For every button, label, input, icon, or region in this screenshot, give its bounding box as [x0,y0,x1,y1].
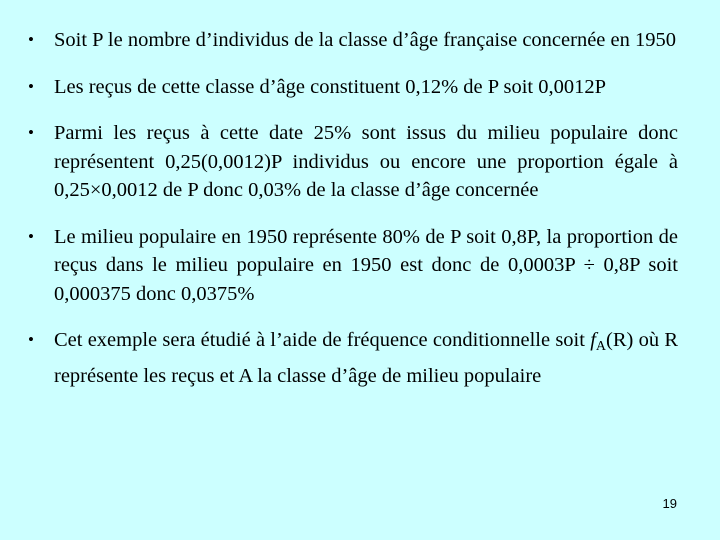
bullet-icon: • [28,226,34,246]
bullet-icon: • [28,123,34,142]
bullet-item-1 [28,26,678,55]
bullet-text-part: (R) où R représente les reçus et A la classe d’âge de milieu populaire [54,329,678,387]
bullet-icon: • [28,330,34,349]
bullet-text [54,329,678,387]
bullet-item-4 [28,223,678,309]
bullet-item-3 [28,119,678,205]
bullet-icon: • [28,76,34,96]
bullet-item-5 [28,326,678,390]
bullet-icon: • [28,30,34,49]
bullet-list [28,26,678,408]
function-symbol: f [590,329,596,351]
function-subscript: A [595,339,607,354]
bullet-text: Soit P le nombre d’individus de la classe d’âge française concernée en 1950 [54,29,676,51]
page-number: 19 [662,496,677,511]
bullet-text-part: Cet exemple sera étudié à l’aide de fréquence conditionnelle soit [54,329,591,351]
bullet-text: Le milieu populaire en 1950 représente 80% de P soit 0,8P, la proportion de reçus dans le milieu populaire en 1950 est donc de 0,0003P ÷ 0,8P soit 0,000375 donc 0,0375% [54,225,678,305]
bullet-text: Parmi les reçus à cette date 25% sont issus du milieu populaire donc représentent 0,25(0,0012)P individus ou encore une proportion égale à 0,25×0,0012 de P donc 0,03% de la classe d’âge concernée [54,122,678,201]
bullet-item-2 [28,73,678,102]
bullet-text: Les reçus de cette classe d’âge constituent 0,12% de P soit 0,0012P [54,75,607,98]
